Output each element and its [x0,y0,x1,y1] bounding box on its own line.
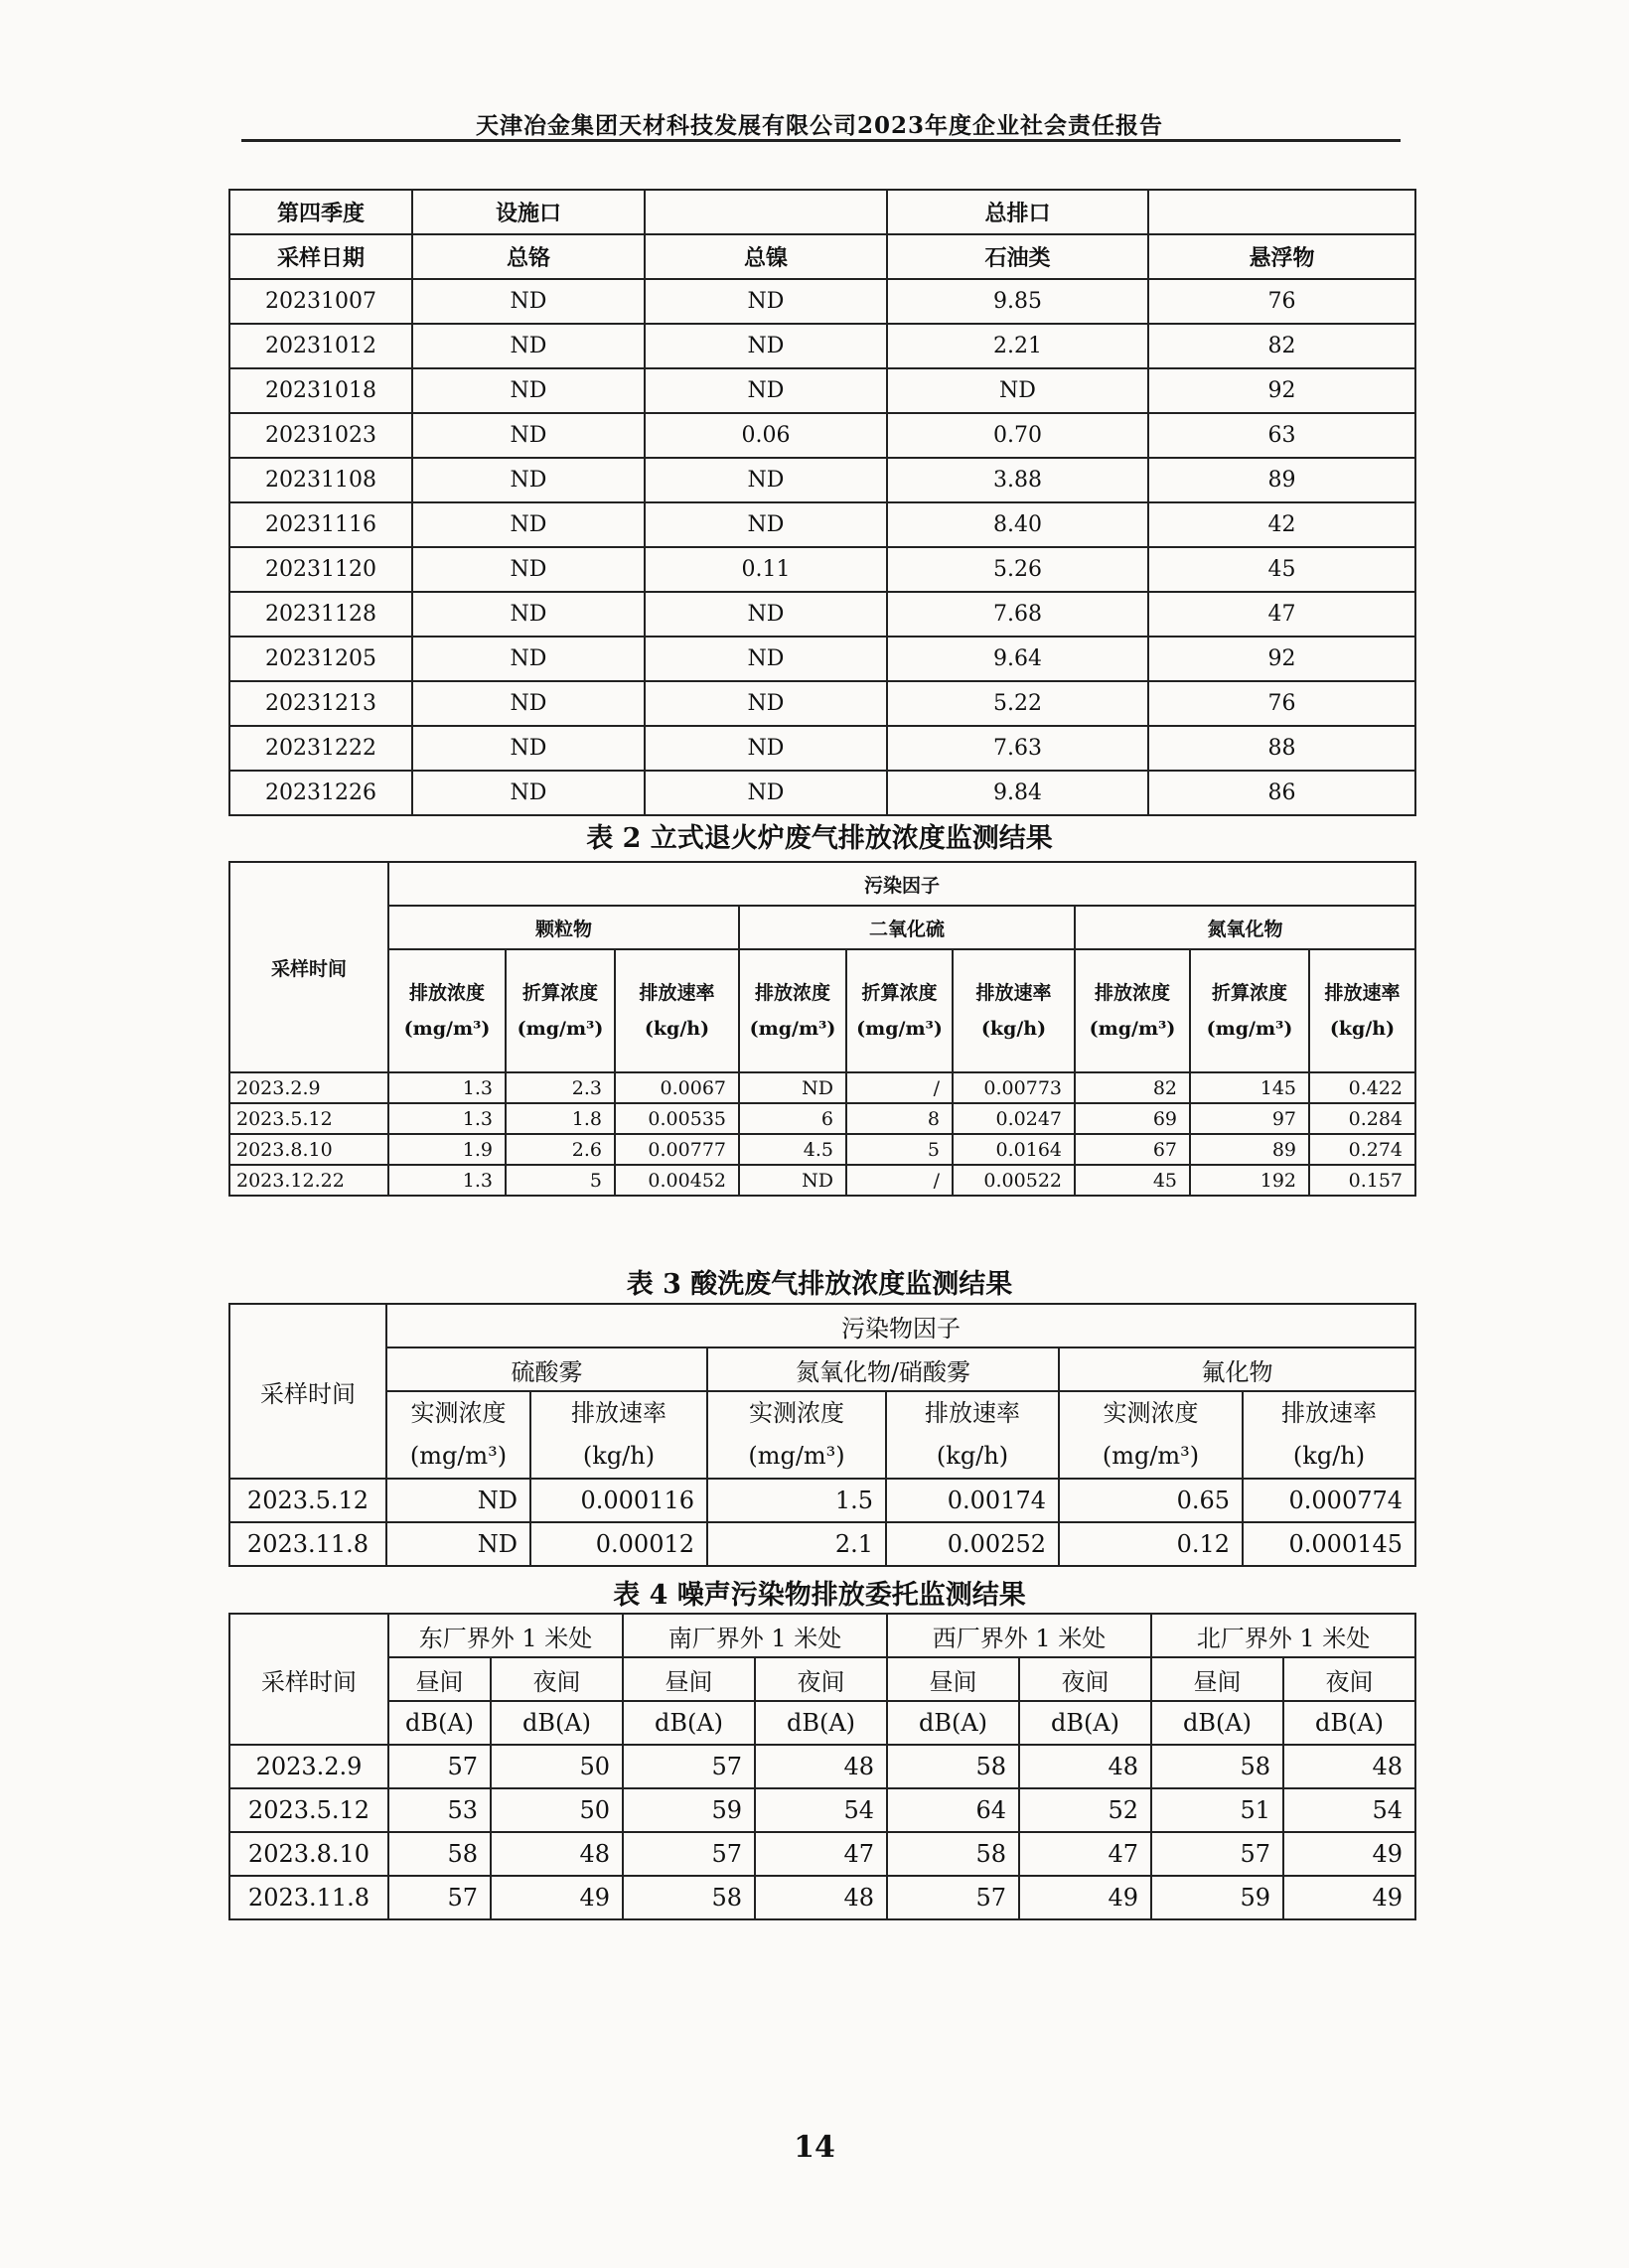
value-cell: 0.00452 [615,1165,739,1196]
unit-label: dB(A) [887,1701,1019,1745]
value-cell: 49 [1019,1876,1151,1919]
table-row [229,1479,1415,1522]
value-cell: 58 [388,1832,491,1876]
table3-subheader: 排放速率(kg/h) [886,1391,1059,1479]
table2-nox-header: 氮氧化物 [1075,906,1415,949]
value-cell: 0.00773 [953,1072,1075,1103]
value-cell: 88 [1148,726,1415,771]
value-cell: 0.422 [1309,1072,1415,1103]
value-cell: ND [645,458,887,502]
sample-time-cell: 2023.11.8 [229,1522,386,1566]
table3-sample-time-header: 采样时间 [229,1304,386,1479]
value-cell: 1.8 [506,1103,615,1134]
table2-subheader: 排放速率(kg/h) [1309,949,1415,1072]
sample-date-cell: 20231222 [229,726,412,771]
value-cell: ND [412,458,645,502]
table3-subheader: 排放速率(kg/h) [530,1391,707,1479]
table3-subheader: 实测浓度(mg/m³) [707,1391,886,1479]
value-cell: 192 [1190,1165,1309,1196]
table2-header-row-2 [229,906,1415,949]
value-cell: 0.06 [645,413,887,458]
value-cell: 57 [887,1876,1019,1919]
table-row [229,368,1415,413]
value-cell: ND [739,1072,846,1103]
table-row [229,1876,1415,1919]
table2-so2-header: 二氧化硫 [739,906,1075,949]
value-cell: 4.5 [739,1134,846,1165]
table3-header-row-2 [229,1347,1415,1391]
table2-subheader: 排放速率(kg/h) [615,949,739,1072]
table-row [229,637,1415,681]
table-row [229,324,1415,368]
sample-date-cell: 20231205 [229,637,412,681]
value-cell: 51 [1151,1788,1283,1832]
table4-east-boundary-header: 东厂界外 1 米处 [388,1614,623,1657]
table2-sample-time-header: 采样时间 [229,862,388,1072]
table2-pollutant-header: 污染因子 [388,862,1415,906]
table2-header-row-3 [229,949,1415,1072]
value-cell: 86 [1148,771,1415,815]
table3-subheader: 实测浓度(mg/m³) [386,1391,530,1479]
pickling-exhaust-table [228,1303,1416,1567]
table2-header-row-1 [229,862,1415,906]
value-cell: 49 [1283,1832,1415,1876]
value-cell: 64 [887,1788,1019,1832]
value-cell: / [846,1165,953,1196]
table1-facility-outlet-header: 设施口 [412,190,645,234]
day-label: 昼间 [388,1657,491,1701]
day-label: 昼间 [623,1657,755,1701]
value-cell: ND [412,279,645,324]
sample-date-cell: 20231012 [229,324,412,368]
table2-particulate-header: 颗粒物 [388,906,739,949]
value-cell: 92 [1148,368,1415,413]
value-cell: ND [386,1479,530,1522]
value-cell: 57 [388,1745,491,1788]
table-row [229,279,1415,324]
unit-label: dB(A) [1019,1701,1151,1745]
annealing-furnace-exhaust-table [228,861,1416,1197]
table1-total-chromium-header: 总铬 [412,234,645,279]
value-cell: ND [412,771,645,815]
value-cell: 1.9 [388,1134,506,1165]
value-cell: 2.6 [506,1134,615,1165]
value-cell: 5 [846,1134,953,1165]
table3-fluoride-header: 氟化物 [1059,1347,1415,1391]
value-cell: 49 [1283,1876,1415,1919]
unit-label: dB(A) [623,1701,755,1745]
value-cell: ND [645,502,887,547]
value-cell: ND [412,547,645,592]
value-cell: 52 [1019,1788,1151,1832]
sample-date-cell: 20231120 [229,547,412,592]
value-cell: 8.40 [887,502,1148,547]
sample-time-cell: 2023.12.22 [229,1165,388,1196]
table3-caption: 表 3 酸洗废气排放浓度监测结果 [626,1269,1013,1300]
unit-label: dB(A) [755,1701,887,1745]
value-cell: 89 [1148,458,1415,502]
table4-sample-time-header: 采样时间 [229,1614,388,1745]
table3-header-row-3 [229,1391,1415,1479]
value-cell: ND [412,368,645,413]
table3-pollutant-header: 污染物因子 [386,1304,1415,1347]
value-cell: 58 [887,1745,1019,1788]
noise-monitoring-table [228,1613,1416,1920]
value-cell: 9.84 [887,771,1148,815]
value-cell: 49 [491,1876,623,1919]
table4-header-row-3 [229,1701,1415,1745]
value-cell: 59 [623,1788,755,1832]
table2-subheader: 排放浓度(mg/m³) [1075,949,1190,1072]
value-cell: 9.85 [887,279,1148,324]
value-cell: ND [386,1522,530,1566]
sample-time-cell: 2023.5.12 [229,1479,386,1522]
value-cell: 5.26 [887,547,1148,592]
value-cell: 0.00522 [953,1165,1075,1196]
report-header-title: 天津冶金集团天材科技发展有限公司2023年度企业社会责任报告 [475,112,1163,139]
table1-petroleum-header: 石油类 [887,234,1148,279]
table4-header-row-1 [229,1614,1415,1657]
value-cell: 0.00535 [615,1103,739,1134]
value-cell: 59 [1151,1876,1283,1919]
value-cell: 48 [1019,1745,1151,1788]
value-cell: 45 [1148,547,1415,592]
wastewater-q4-table [228,189,1416,816]
value-cell: 0.0164 [953,1134,1075,1165]
sample-time-cell: 2023.5.12 [229,1103,388,1134]
value-cell: 0.000774 [1243,1479,1415,1522]
unit-label: dB(A) [388,1701,491,1745]
table-row [229,681,1415,726]
sample-time-cell: 2023.2.9 [229,1072,388,1103]
value-cell: 0.65 [1059,1479,1243,1522]
value-cell: 3.88 [887,458,1148,502]
value-cell: 0.274 [1309,1134,1415,1165]
day-label: 昼间 [1151,1657,1283,1701]
value-cell: ND [645,681,887,726]
value-cell: ND [645,726,887,771]
value-cell: 0.00777 [615,1134,739,1165]
value-cell: 57 [623,1745,755,1788]
header-rule [241,139,1401,142]
value-cell: 0.0067 [615,1072,739,1103]
table1-header-row-2 [229,234,1415,279]
table4-west-boundary-header: 西厂界外 1 米处 [887,1614,1151,1657]
value-cell: 76 [1148,279,1415,324]
value-cell: 63 [1148,413,1415,458]
value-cell: 0.00252 [886,1522,1059,1566]
table-row [229,1134,1415,1165]
value-cell: ND [412,502,645,547]
value-cell: 8 [846,1103,953,1134]
value-cell: 50 [491,1745,623,1788]
value-cell: ND [887,368,1148,413]
value-cell: 2.1 [707,1522,886,1566]
value-cell: 48 [755,1876,887,1919]
table1-main-outlet-header: 总排口 [887,190,1148,234]
value-cell: 57 [623,1832,755,1876]
value-cell: 0.000145 [1243,1522,1415,1566]
sample-date-cell: 20231128 [229,592,412,637]
value-cell: 2.21 [887,324,1148,368]
table-row [229,1072,1415,1103]
value-cell: 2.3 [506,1072,615,1103]
value-cell: 48 [1283,1745,1415,1788]
value-cell: 50 [491,1788,623,1832]
value-cell: 6 [739,1103,846,1134]
sample-date-cell: 20231226 [229,771,412,815]
value-cell: 92 [1148,637,1415,681]
value-cell: / [846,1072,953,1103]
value-cell: ND [412,324,645,368]
table2-caption: 表 2 立式退火炉废气排放浓度监测结果 [586,823,1053,854]
table3-sulfuric-mist-header: 硫酸雾 [386,1347,707,1391]
value-cell: 57 [1151,1832,1283,1876]
table1-sample-date-header: 采样日期 [229,234,412,279]
table-row [229,1832,1415,1876]
table-row [229,592,1415,637]
night-label: 夜间 [1019,1657,1151,1701]
sample-date-cell: 20231213 [229,681,412,726]
value-cell: 54 [1283,1788,1415,1832]
sample-date-cell: 20231116 [229,502,412,547]
table4-south-boundary-header: 南厂界外 1 米处 [623,1614,887,1657]
value-cell: 9.64 [887,637,1148,681]
table3-subheader: 实测浓度(mg/m³) [1059,1391,1243,1479]
table1-empty-header [645,190,887,234]
unit-label: dB(A) [1151,1701,1283,1745]
table-row [229,1103,1415,1134]
value-cell: ND [645,368,887,413]
value-cell: 76 [1148,681,1415,726]
sample-time-cell: 2023.8.10 [229,1832,388,1876]
value-cell: ND [739,1165,846,1196]
night-label: 夜间 [1283,1657,1415,1701]
value-cell: 7.63 [887,726,1148,771]
table-row [229,771,1415,815]
table2-subheader: 折算浓度(mg/m³) [1190,949,1309,1072]
table3-header-row-1 [229,1304,1415,1347]
value-cell: 0.70 [887,413,1148,458]
value-cell: 7.68 [887,592,1148,637]
table-row [229,413,1415,458]
value-cell: 82 [1148,324,1415,368]
table1-empty-header-2 [1148,190,1415,234]
night-label: 夜间 [755,1657,887,1701]
table-row [229,726,1415,771]
value-cell: 1.3 [388,1103,506,1134]
value-cell: 53 [388,1788,491,1832]
table2-subheader: 排放浓度(mg/m³) [388,949,506,1072]
table1-suspended-solids-header: 悬浮物 [1148,234,1415,279]
value-cell: 54 [755,1788,887,1832]
table4-header-row-2 [229,1657,1415,1701]
value-cell: 0.12 [1059,1522,1243,1566]
value-cell: 45 [1075,1165,1190,1196]
table-row [229,1522,1415,1566]
value-cell: ND [645,324,887,368]
value-cell: 5.22 [887,681,1148,726]
value-cell: 48 [755,1745,887,1788]
value-cell: ND [412,726,645,771]
sample-time-cell: 2023.11.8 [229,1876,388,1919]
value-cell: 58 [887,1832,1019,1876]
value-cell: 58 [1151,1745,1283,1788]
value-cell: ND [412,592,645,637]
value-cell: 67 [1075,1134,1190,1165]
table2-subheader: 折算浓度(mg/m³) [846,949,953,1072]
value-cell: 0.11 [645,547,887,592]
value-cell: 0.157 [1309,1165,1415,1196]
value-cell: 1.3 [388,1072,506,1103]
table-row [229,547,1415,592]
sample-time-cell: 2023.8.10 [229,1134,388,1165]
sample-time-cell: 2023.2.9 [229,1745,388,1788]
table1-quarter-header: 第四季度 [229,190,412,234]
table-row [229,1165,1415,1196]
value-cell: 82 [1075,1072,1190,1103]
value-cell: 0.0247 [953,1103,1075,1134]
unit-label: dB(A) [491,1701,623,1745]
night-label: 夜间 [491,1657,623,1701]
value-cell: 0.284 [1309,1103,1415,1134]
value-cell: ND [645,637,887,681]
value-cell: 69 [1075,1103,1190,1134]
table3-subheader: 排放速率(kg/h) [1243,1391,1415,1479]
sample-date-cell: 20231108 [229,458,412,502]
value-cell: ND [645,592,887,637]
page-number: 14 [794,2130,835,2165]
value-cell: 58 [623,1876,755,1919]
sample-date-cell: 20231007 [229,279,412,324]
sample-date-cell: 20231018 [229,368,412,413]
value-cell: 145 [1190,1072,1309,1103]
day-label: 昼间 [887,1657,1019,1701]
table1-header-row-1 [229,190,1415,234]
value-cell: ND [412,413,645,458]
value-cell: 47 [1148,592,1415,637]
table-row [229,502,1415,547]
value-cell: 47 [755,1832,887,1876]
table2-subheader: 折算浓度(mg/m³) [506,949,615,1072]
table1-total-nickel-header: 总镍 [645,234,887,279]
unit-label: dB(A) [1283,1701,1415,1745]
value-cell: 57 [388,1876,491,1919]
sample-time-cell: 2023.5.12 [229,1788,388,1832]
value-cell: 0.00174 [886,1479,1059,1522]
table-row [229,458,1415,502]
value-cell: ND [645,771,887,815]
value-cell: 47 [1019,1832,1151,1876]
table2-subheader: 排放浓度(mg/m³) [739,949,846,1072]
value-cell: 0.00012 [530,1522,707,1566]
value-cell: ND [645,279,887,324]
value-cell: 42 [1148,502,1415,547]
table-row [229,1788,1415,1832]
table-row [229,1745,1415,1788]
table4-caption: 表 4 噪声污染物排放委托监测结果 [613,1580,1026,1611]
value-cell: 48 [491,1832,623,1876]
table2-subheader: 排放速率(kg/h) [953,949,1075,1072]
value-cell: ND [412,637,645,681]
value-cell: 97 [1190,1103,1309,1134]
value-cell: 1.5 [707,1479,886,1522]
value-cell: 5 [506,1165,615,1196]
value-cell: 0.000116 [530,1479,707,1522]
sample-date-cell: 20231023 [229,413,412,458]
value-cell: ND [412,681,645,726]
value-cell: 1.3 [388,1165,506,1196]
table4-north-boundary-header: 北厂界外 1 米处 [1151,1614,1415,1657]
value-cell: 89 [1190,1134,1309,1165]
table3-nox-nitric-header: 氮氧化物/硝酸雾 [707,1347,1059,1391]
